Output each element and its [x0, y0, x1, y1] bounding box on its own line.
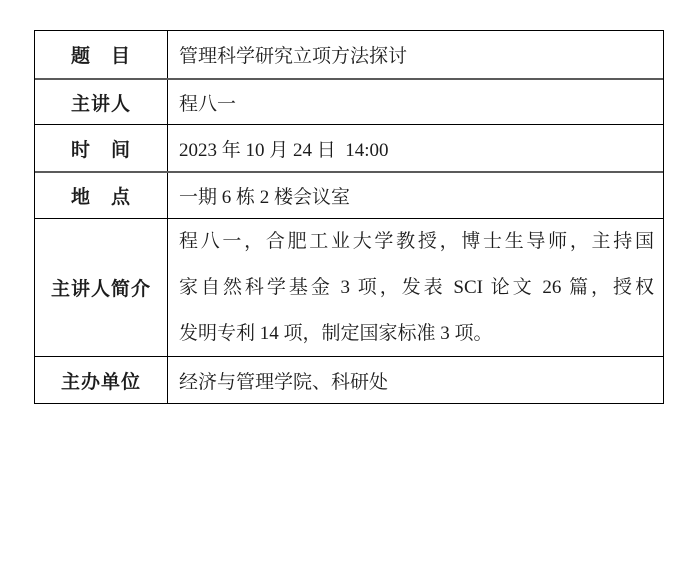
- table-row-speaker: [35, 78, 663, 124]
- row-value-speaker-bio: [168, 219, 663, 356]
- row-label-speaker-bio: 主讲人简介: [35, 219, 168, 356]
- table-row-speaker-bio: [35, 218, 663, 356]
- seminar-notice-table: [34, 30, 664, 404]
- row-value-time: 2023 年 10 月 24 日 14:00: [179, 139, 389, 161]
- bio-line-2: 家自然科学基金 3 项，发表 SCI 论文 26 篇，授权: [179, 276, 654, 298]
- table-row-time: [35, 124, 663, 171]
- row-label-location: 地 点: [35, 173, 168, 218]
- bio-line-1: 程八一，合肥工业大学教授，博士生导师，主持国: [179, 230, 654, 252]
- row-label-title: 题 目: [35, 31, 168, 78]
- table-row-title: [35, 31, 663, 78]
- table-row-organizer: [35, 356, 663, 403]
- row-value-organizer: 经济与管理学院、科研处: [179, 371, 389, 393]
- row-label-time: 时 间: [35, 125, 168, 171]
- row-value-title: 管理科学研究立项方法探讨: [179, 46, 408, 67]
- row-label-speaker: 主讲人: [35, 80, 168, 124]
- row-value-speaker: 程八一: [179, 93, 237, 115]
- row-value-location: 一期 6 栋 2 楼会议室: [179, 187, 351, 208]
- row-label-organizer: 主办单位: [35, 357, 168, 403]
- table-row-location: [35, 171, 663, 218]
- bio-line-3: 发明专利 14 项，制定国家标准 3 项。: [179, 322, 493, 344]
